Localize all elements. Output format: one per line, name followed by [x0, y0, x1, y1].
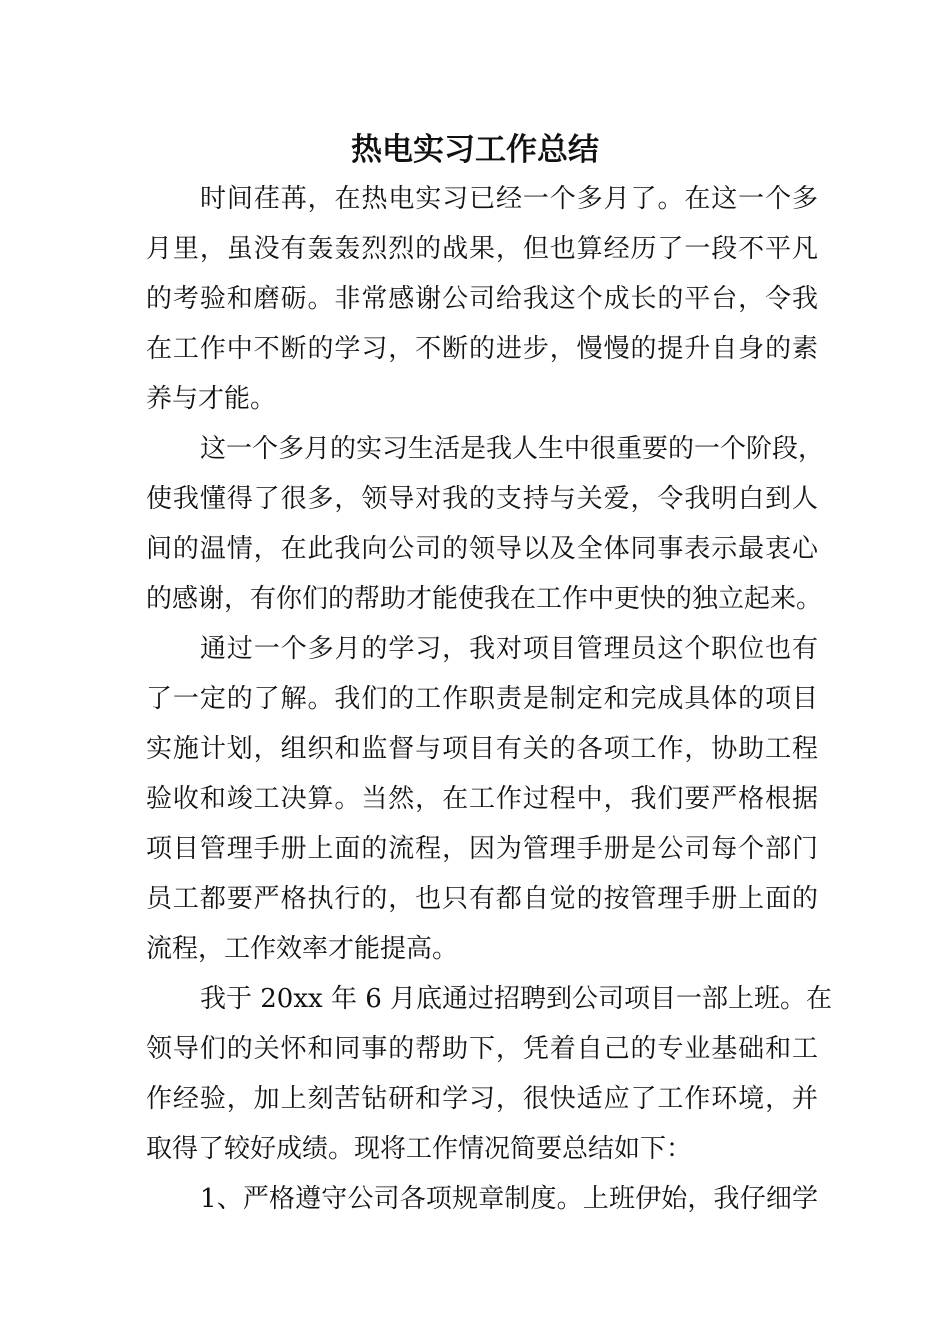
text-line: 领导们的关怀和同事的帮助下，凭着自己的专业基础和工	[146, 1034, 818, 1064]
text-line: 作经验，加上刻苦钻研和学习，很快适应了工作环境，并	[146, 1084, 818, 1114]
paragraph-4	[146, 974, 833, 1174]
paragraph-1	[146, 174, 818, 424]
text-line: 的考验和磨砺。非常感谢公司给我这个成长的平台，令我	[146, 284, 818, 314]
text-line: 养与才能。	[146, 384, 277, 414]
text-line: 实施计划，组织和监督与项目有关的各项工作，协助工程	[146, 734, 818, 764]
text-line: 间的温情，在此我向公司的领导以及全体同事表示最衷心	[146, 534, 818, 564]
text-line: 我于 20xx 年 6 月底通过招聘到公司项目一部上班。在	[200, 984, 833, 1014]
text-line: 流程，工作效率才能提高。	[146, 934, 459, 964]
text-line: 项目管理手册上面的流程，因为管理手册是公司每个部门	[146, 834, 818, 864]
paragraph-3	[146, 624, 818, 974]
text-line: 1、严格遵守公司各项规章制度。上班伊始，我仔细学	[200, 1184, 818, 1214]
text-line: 月里，虽没有轰轰烈烈的战果，但也算经历了一段不平凡	[146, 234, 818, 264]
paragraph-5	[146, 1174, 818, 1224]
text-line: 在工作中不断的学习，不断的进步，慢慢的提升自身的素	[146, 334, 818, 364]
text-line: 验收和竣工决算。当然，在工作过程中，我们要严格根据	[146, 784, 818, 814]
text-line: 了一定的了解。我们的工作职责是制定和完成具体的项目	[146, 684, 818, 714]
document-body	[146, 174, 833, 1224]
text-line: 使我懂得了很多，领导对我的支持与关爱，令我明白到人	[146, 484, 818, 514]
text-line: 的感谢，有你们的帮助才能使我在工作中更快的独立起来。	[146, 584, 823, 614]
text-line: 这一个多月的实习生活是我人生中很重要的一个阶段，	[200, 434, 825, 464]
text-line: 员工都要严格执行的，也只有都自觉的按管理手册上面的	[146, 884, 818, 914]
text-line: 时间荏苒，在热电实习已经一个多月了。在这一个多	[200, 184, 818, 214]
text-line: 通过一个多月的学习，我对项目管理员这个职位也有	[200, 634, 818, 664]
document-title: 热电实习工作总结	[351, 132, 599, 168]
text-line: 取得了较好成绩。现将工作情况简要总结如下：	[146, 1134, 693, 1164]
paragraph-2	[146, 424, 825, 624]
